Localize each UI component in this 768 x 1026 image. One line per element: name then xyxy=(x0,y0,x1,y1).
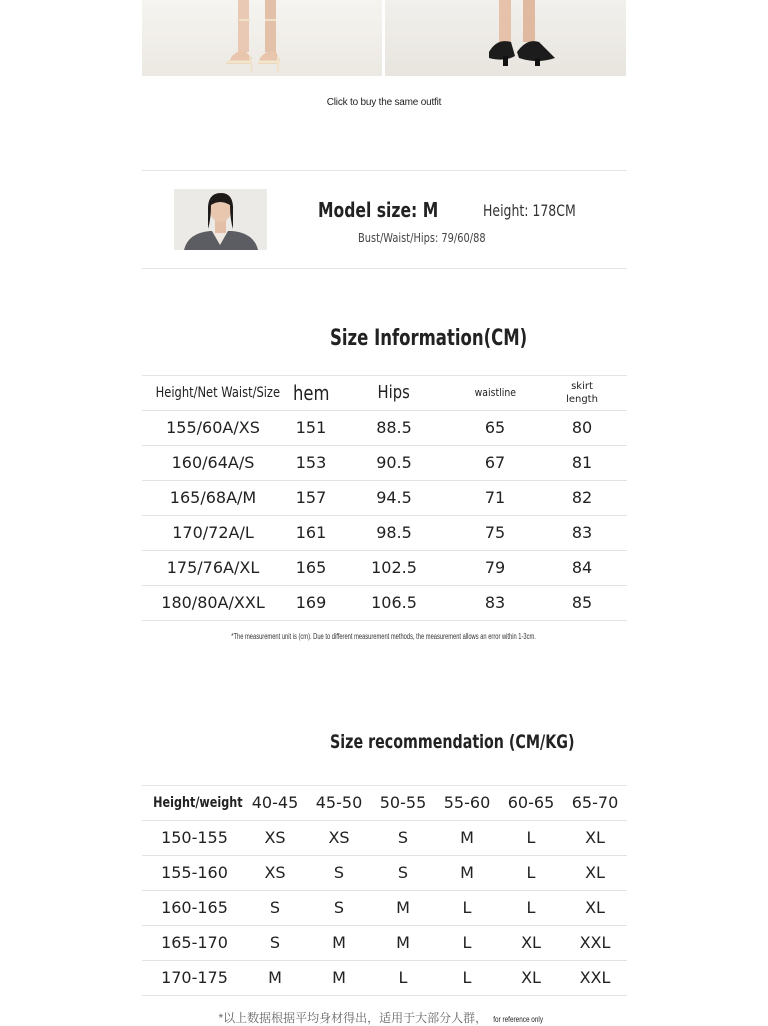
recommended-size-cell: XS xyxy=(264,828,286,847)
measurement-cell: 151 xyxy=(295,418,327,437)
measurement-cell: 88.5 xyxy=(376,418,412,437)
measurement-cell: 79 xyxy=(484,558,506,577)
size-rec-title: Size recommendation (CM/KG) xyxy=(330,731,575,753)
recommended-size-cell: M xyxy=(332,968,346,987)
model-measurements: Bust/Waist/Hips: 79/60/88 xyxy=(358,231,486,245)
divider xyxy=(142,268,627,269)
size-info-row xyxy=(142,411,627,446)
measurement-cell: 71 xyxy=(484,488,506,507)
header-weight-range: 55-60 xyxy=(443,793,491,812)
header-waistline: waistline xyxy=(474,386,516,399)
recommended-size-cell: S xyxy=(397,863,409,882)
measurement-cell: 65 xyxy=(484,418,506,437)
size-rec-row xyxy=(142,856,627,891)
header-height-weight: Height/weight xyxy=(153,795,243,811)
recommended-size-cell: M xyxy=(268,968,282,987)
measurement-cell: 161 xyxy=(295,523,327,542)
size-label-cell: 155/60A/XS xyxy=(166,418,260,437)
measurement-cell: 83 xyxy=(484,593,506,612)
model-size: Model size: M xyxy=(318,198,439,222)
recommended-size-cell: S xyxy=(397,828,409,847)
recommended-size-cell: S xyxy=(333,898,345,917)
size-rec-header-row xyxy=(142,786,627,821)
recommended-size-cell: M xyxy=(396,898,410,917)
size-info-row xyxy=(142,516,627,551)
size-rec-row xyxy=(142,926,627,961)
recommended-size-cell: XL xyxy=(585,828,605,847)
outfit-photo-mules[interactable] xyxy=(385,0,626,76)
divider xyxy=(142,170,627,171)
header-weight-range: 60-65 xyxy=(507,793,555,812)
height-range-cell: 150-155 xyxy=(161,828,228,847)
recommended-size-cell: M xyxy=(332,933,346,952)
header-weight-range: 65-70 xyxy=(571,793,619,812)
measurement-cell: 67 xyxy=(484,453,506,472)
reference-note: *以上数据根据平均身材得出，适用于大部分人群， for reference only xyxy=(218,1011,544,1025)
height-range-cell: 170-175 xyxy=(161,968,228,987)
recommended-size-cell: L xyxy=(526,863,536,882)
size-label-cell: 160/64A/S xyxy=(171,453,255,472)
size-info-row xyxy=(142,481,627,516)
buy-same-outfit-link[interactable]: Click to buy the same outfit xyxy=(326,97,442,108)
header-height-waist-size: Height/Net Waist/Size xyxy=(155,385,281,401)
size-rec-row xyxy=(142,821,627,856)
measurement-cell: 81 xyxy=(571,453,593,472)
header-hips: Hips xyxy=(377,382,411,403)
measurement-cell: 85 xyxy=(571,593,593,612)
heeled-sandals-illustration xyxy=(142,0,382,76)
size-info-title: Size Information(CM) xyxy=(330,326,528,351)
header-skirt-length: skirt length xyxy=(566,381,598,405)
header-weight-range: 45-50 xyxy=(315,793,363,812)
measurement-note: *The measurement unit is (cm). Due to different measurement methods, the measurement allows an error within 1-3cm. xyxy=(231,632,537,641)
measurement-cell: 84 xyxy=(571,558,593,577)
recommended-size-cell: XS xyxy=(264,863,286,882)
measurement-cell: 153 xyxy=(295,453,327,472)
recommended-size-cell: L xyxy=(526,898,536,917)
recommended-size-cell: S xyxy=(269,933,281,952)
size-rec-row xyxy=(142,961,627,996)
recommended-size-cell: M xyxy=(396,933,410,952)
measurement-cell: 106.5 xyxy=(371,593,417,612)
size-info-row xyxy=(142,446,627,481)
measurement-cell: 98.5 xyxy=(376,523,412,542)
recommended-size-cell: L xyxy=(462,898,472,917)
recommended-size-cell: XXL xyxy=(579,933,611,952)
header-hem: hem xyxy=(292,381,330,405)
measurement-cell: 75 xyxy=(484,523,506,542)
size-label-cell: 175/76A/XL xyxy=(166,558,260,577)
size-rec-row xyxy=(142,891,627,926)
recommended-size-cell: L xyxy=(462,933,472,952)
measurement-cell: 169 xyxy=(295,593,327,612)
measurement-cell: 80 xyxy=(571,418,593,437)
recommended-size-cell: XXL xyxy=(579,968,611,987)
recommended-size-cell: L xyxy=(526,828,536,847)
measurement-cell: 165 xyxy=(295,558,327,577)
recommended-size-cell: XL xyxy=(585,898,605,917)
recommended-size-cell: S xyxy=(333,863,345,882)
recommended-size-cell: XL xyxy=(585,863,605,882)
height-range-cell: 155-160 xyxy=(161,863,228,882)
measurement-cell: 157 xyxy=(295,488,327,507)
outfit-photo-sandals[interactable] xyxy=(142,0,382,76)
model-photo xyxy=(174,189,267,250)
size-info-header-row xyxy=(142,376,627,411)
measurement-cell: 94.5 xyxy=(376,488,412,507)
measurement-cell: 83 xyxy=(571,523,593,542)
size-label-cell: 165/68A/M xyxy=(169,488,257,507)
measurement-cell: 82 xyxy=(571,488,593,507)
size-label-cell: 170/72A/L xyxy=(172,523,254,542)
size-info-row xyxy=(142,586,627,621)
measurement-cell: 102.5 xyxy=(371,558,417,577)
recommended-size-cell: XL xyxy=(521,968,541,987)
model-portrait-illustration xyxy=(174,189,267,250)
recommended-size-cell: XL xyxy=(521,933,541,952)
recommended-size-cell: XS xyxy=(328,828,350,847)
header-weight-range: 40-45 xyxy=(251,793,299,812)
height-range-cell: 160-165 xyxy=(161,898,228,917)
recommended-size-cell: S xyxy=(269,898,281,917)
recommended-size-cell: M xyxy=(460,863,474,882)
size-info-row xyxy=(142,551,627,586)
recommended-size-cell: L xyxy=(398,968,408,987)
size-label-cell: 180/80A/XXL xyxy=(161,593,265,612)
recommended-size-cell: L xyxy=(462,968,472,987)
recommended-size-cell: M xyxy=(460,828,474,847)
measurement-cell: 90.5 xyxy=(376,453,412,472)
model-height: Height: 178CM xyxy=(483,201,576,220)
header-weight-range: 50-55 xyxy=(379,793,427,812)
black-mules-illustration xyxy=(385,0,626,76)
height-range-cell: 165-170 xyxy=(161,933,228,952)
